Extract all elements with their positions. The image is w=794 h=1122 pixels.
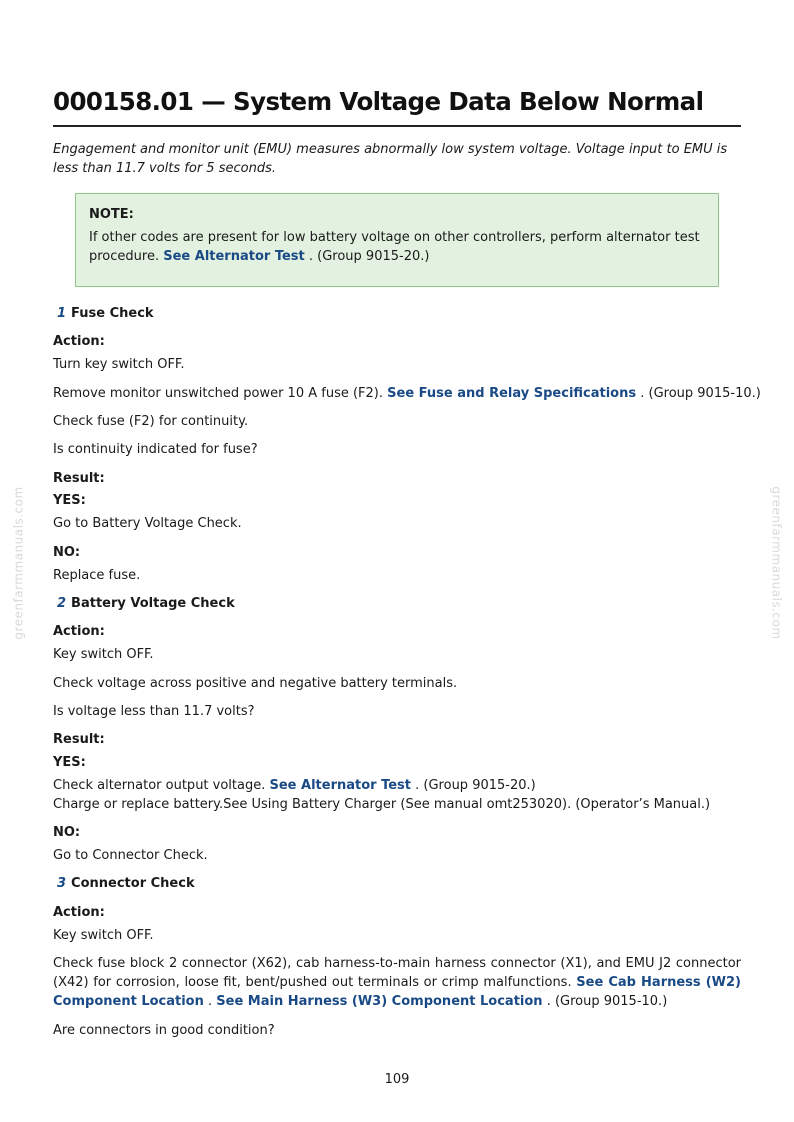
step-2-title: Battery Voltage Check [71,596,235,611]
step-2-yes-label: YES: [53,755,86,770]
step-1-action-2-text: Remove monitor unswitched power 10 A fuse (F2). [53,386,388,401]
step-3-action-2-text: Check fuse block 2 connector (X62), cab harness-to-main harness connector (X1), and EMU J2 connector (X42) for corrosion, loose fit, bent/pushed out terminals or crimp malfunctions. [53,956,741,990]
step-2-yes-text: Check alternator output voltage. [53,778,270,793]
step-3-action-2-sep: . [203,994,217,1009]
step-2-yes-suffix: . (Group 9015-20.) [411,778,536,793]
step-2-yes-text-1 [53,776,536,795]
step-1-number: 1 [57,306,67,321]
step-2-action-1: Key switch OFF. [53,647,154,662]
intro-text: Engagement and monitor unit (EMU) measures abnormally low system voltage. Voltage input to EMU is less than 11.7 volts for 5 seconds. [53,142,728,176]
fuse-relay-specifications-link[interactable]: See Fuse and Relay Specifications [387,386,637,401]
step-1-action-4: Is continuity indicated for fuse? [53,442,258,457]
step-3-action-1: Key switch OFF. [53,928,154,943]
step-2-action-3: Is voltage less than 11.7 volts? [53,704,255,719]
step-1-result-label: Result: [53,471,105,486]
step-2-action-2: Check voltage across positive and negative battery terminals. [53,676,458,691]
watermark-left: greenfarmmanuals.com [11,486,26,640]
page-title: 000158.01 — System Voltage Data Below Normal [53,84,741,127]
step-2-action-label: Action: [53,624,105,639]
step-1-no-text: Replace fuse. [53,568,141,583]
page-number: 109 [384,1072,410,1087]
step-3-action-2-suffix: . (Group 9015-10.) [542,994,668,1009]
step-1-heading [53,304,154,323]
step-1-no-label: NO: [53,545,81,560]
step-3-action-label: Action: [53,905,105,920]
step-1-yes-text: Go to Battery Voltage Check. [53,516,242,531]
step-3-title: Connector Check [71,876,195,891]
step-2-number: 2 [57,596,67,611]
step-1-action-2-suffix: . (Group 9015-10.) [636,386,761,401]
alternator-test-link-2[interactable]: See Alternator Test [269,778,412,793]
step-1-action-label: Action: [53,334,105,349]
step-1-action-2 [53,384,761,403]
step-1-action-3: Check fuse (F2) for continuity. [53,414,249,429]
note-heading: NOTE: [89,207,134,222]
step-1-yes-label: YES: [53,493,86,508]
step-2-result-label: Result: [53,732,105,747]
watermark-right: greenfarmmanuals.com [769,486,784,640]
note-text: If other codes are present for low battery voltage on other controllers, perform alternator test procedure. [89,230,700,264]
step-3-heading [53,874,195,893]
cab-harness-location-link[interactable]: See Cab Harness (W2) Component Location [53,975,741,1009]
step-1-title: Fuse Check [71,306,154,321]
step-3-action-2 [53,954,741,1011]
note-box [75,193,719,287]
step-1-action-1: Turn key switch OFF. [53,357,185,372]
step-2-yes-text-2: Charge or replace battery.See Using Battery Charger (See manual omt253020). (Operator’s Manual.) [53,797,711,812]
alternator-test-link[interactable]: See Alternator Test [163,249,305,264]
main-harness-location-link[interactable]: See Main Harness (W3) Component Location [216,994,543,1009]
step-2-heading [53,594,235,613]
step-2-no-text: Go to Connector Check. [53,848,208,863]
note-suffix: . (Group 9015-20.) [304,249,430,264]
note-body [89,228,705,266]
step-2-no-label: NO: [53,825,81,840]
step-3-action-3: Are connectors in good condition? [53,1023,275,1038]
step-3-number: 3 [57,876,67,891]
